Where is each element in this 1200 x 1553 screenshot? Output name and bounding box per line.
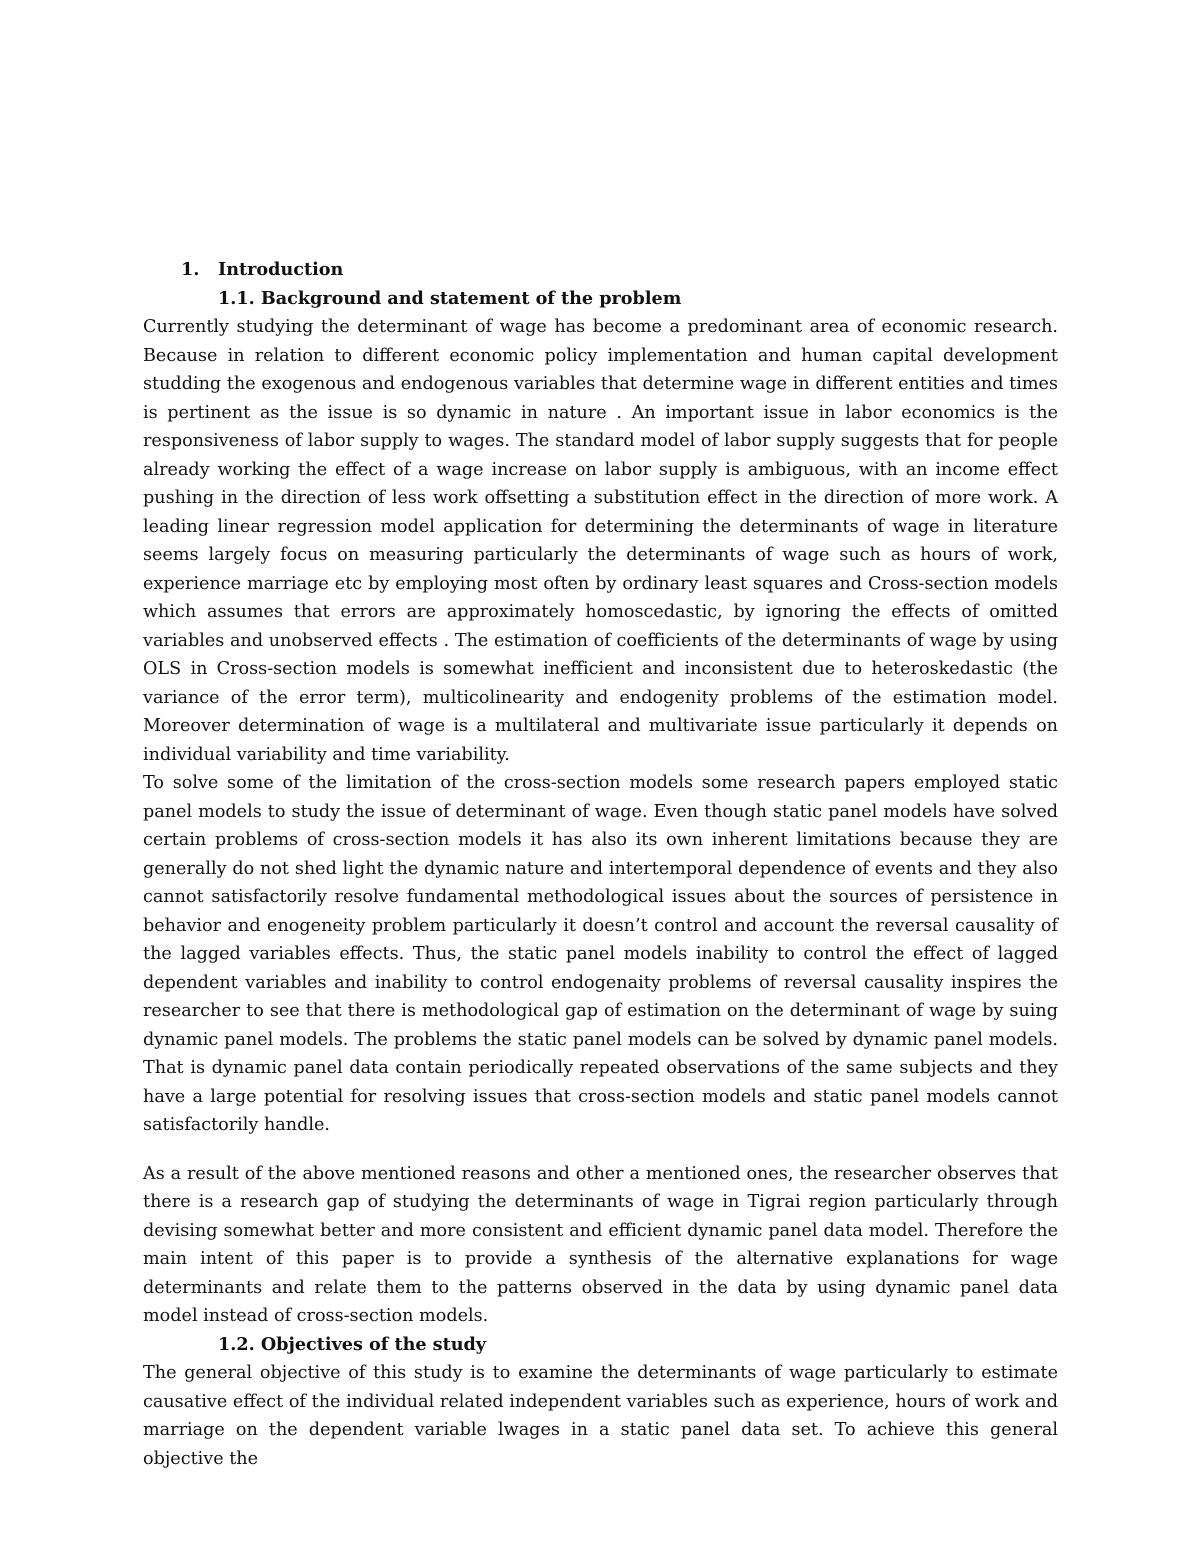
section-title: Introduction xyxy=(218,259,344,280)
subsection-heading-objectives: 1.2. Objectives of the study xyxy=(218,1333,487,1355)
section-heading-introduction xyxy=(143,256,1058,285)
paragraph-background: Currently studying the determinant of wage has become a predominant area of economic research. Because in relation to different economic policy implementation and human capital development studding the exogenous and endogenous variables that determine wage in different entities and times is pertinent as the issue is so dynamic in nature . An important issue in labor economics is the responsiveness of labor supply to wages. The standard model of labor supply suggests that for people already working the effect of a wage increase on labor supply is ambiguous, with an income effect pushing in the direction of less work offsetting a substitution effect in the direction of more work. A leading linear regression model application for determining the determinants of wage in literature seems largely focus on measuring particularly the determinants of wage such as hours of work, experience marriage etc by employing most often by ordinary least squares and Cross-section models which assumes that errors are approximately homoscedastic, by ignoring the effects of omitted variables and unobserved effects . The estimation of coefficients of the determinants of wage by using OLS in Cross-section models is somewhat inefficient and inconsistent due to heteroskedastic (the variance of the error term), multicolinearity and endogenity problems of the estimation model. Moreover determination of wage is a multilateral and multivariate issue particularly it depends on individual variability and time variability. xyxy=(143,317,1058,765)
subsection-heading-background: 1.1. Background and statement of the problem xyxy=(218,287,682,309)
paragraph-research-gap: As a result of the above mentioned reasons and other a mentioned ones, the researcher observes that there is a research gap of studying the determinants of wage in Tigrai region particularly through devising somewhat better and more consistent and efficient dynamic panel data model. Therefore the main intent of this paper is to provide a synthesis of the alternative explanations for wage determinants and relate them to the patterns observed in the data by using dynamic panel data model instead of cross-section models. xyxy=(143,1163,1058,1326)
paragraph-general-objective: The general objective of this study is to examine the determinants of wage particularly to estimate causative effect of the individual related independent variables such as experience, hours of work and marriage on the dependent variable lwages in a static panel data set. To achieve this general objective the xyxy=(143,1363,1058,1469)
section-number: 1. xyxy=(181,259,200,280)
document-page xyxy=(143,256,1058,1473)
paragraph-static-panel-limitations: To solve some of the limitation of the cross-section models some research papers employed static panel models to study the issue of determinant of wage. Even though static panel models have solved certain problems of cross-section models it has also its own inherent limitations because they are generally do not shed light the dynamic nature and intertemporal dependence of events and they also cannot satisfactorily resolve fundamental methodological issues about the sources of persistence in behavior and enogeneity problem particularly it doesn’t control and account the reversal causality of the lagged variables effects. Thus, the static panel models inability to control the effect of lagged dependent variables and inability to control endogenaity problems of reversal causality inspires the researcher to see that there is methodological gap of estimation on the determinant of wage by suing dynamic panel models. The problems the static panel models can be solved by dynamic panel models. That is dynamic panel data contain periodically repeated observations of the same subjects and they have a large potential for resolving issues that cross-section models and static panel models cannot satisfactorily handle. xyxy=(143,773,1058,1135)
